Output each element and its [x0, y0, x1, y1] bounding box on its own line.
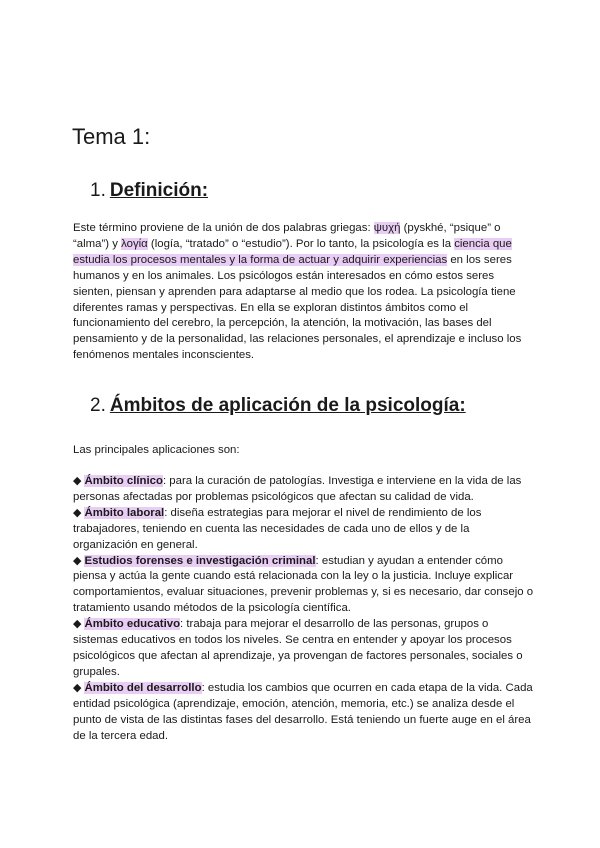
section-heading-definicion	[90, 180, 208, 202]
list-item-clinico	[73, 474, 535, 506]
section-heading-ambitos	[90, 395, 466, 417]
list-item-term: Ámbito del desarrollo	[84, 681, 202, 694]
list-item-term: Ámbito laboral	[84, 506, 165, 519]
section-heading-text: Ámbitos de aplicación de la psicología:	[109, 395, 466, 416]
list-item-text: : trabaja para mejorar el desarrollo de las personas, grupos o sistemas educativos en todos los niveles. Se centra en entender y apoyar los procesos psicológicos que afectan al aprendizaje, ya provengan de factores personales, sociales o grupales.	[73, 618, 523, 678]
diamond-bullet-icon: ◆	[73, 506, 82, 519]
list-item-term: Ámbito clínico	[84, 475, 163, 487]
diamond-bullet-icon: ◆	[73, 475, 82, 487]
list-item-term: Estudios forenses e investigación criminal	[84, 554, 316, 567]
list-item-desarrollo	[73, 681, 535, 745]
section-number: 2.	[90, 395, 106, 416]
list-item-text: : estudian y ayudan a entender cómo piensa y actúa la gente cuando está relacionada con la ley o la justicia. Incluye explicar comportamientos, evaluar situaciones, prevenir problemas y, si es necesario, dar consejo o tratamiento usando métodos de la psicología científica.	[73, 554, 534, 615]
list-item-laboral	[73, 506, 535, 554]
list-item-text: : diseña estrategias para mejorar el nivel de rendimiento de los trabajadores, teniendo en cuenta las necesidades de cada uno de ellos y de la organización en general.	[73, 506, 482, 551]
list-item-forense	[73, 554, 535, 618]
highlight-greek-logia: λογία	[121, 237, 148, 250]
applications-list	[73, 474, 535, 744]
paragraph-text: en los seres humanos y en los animales. Los psicólogos están interesados en cómo estos seres sienten, piensan y aprenden para adaptarse al medio que los rodea. La psicología tiene diferentes ramas y perspectivas. En ella se exploran distintos ámbitos como el funcionamiento del cerebro, la percepción, la atención, la motivación, las bases del pensamiento y de la personalidad, las relaciones personales, el aprendizaje e incluso los fenómenos mentales inconscientes.	[73, 253, 522, 362]
section-heading-text: Definición:	[109, 180, 209, 201]
list-item-educativo	[73, 617, 535, 681]
list-item-text: : para la curación de patologías. Investiga e interviene en la vida de las personas afectadas por problemas psicológicos que afectan su calidad de vida.	[73, 475, 522, 503]
definition-paragraph	[73, 221, 535, 364]
paragraph-text: Este término proviene de la unión de dos palabras griegas:	[73, 222, 374, 234]
diamond-bullet-icon: ◆	[73, 554, 82, 567]
diamond-bullet-icon: ◆	[73, 618, 82, 631]
section-number: 1.	[90, 180, 106, 201]
applications-intro: Las principales aplicaciones son:	[73, 444, 240, 456]
highlight-greek-psyche: ψυχή	[373, 222, 401, 234]
paragraph-text: (pyskhé, “psique” o “alma”) y	[73, 222, 501, 250]
paragraph-text: (logía, “tratado” o “estudio”). Por lo tanto, la psicología es la	[147, 237, 455, 250]
list-item-term: Ámbito educativo	[84, 618, 181, 631]
highlight-definition: ciencia que estudia los procesos mentales y la forma de actuar y adquirir experiencias	[73, 237, 512, 266]
document-title: Tema 1:	[72, 124, 151, 149]
diamond-bullet-icon: ◆	[73, 681, 82, 694]
list-item-text: : estudia los cambios que ocurren en cada etapa de la vida. Cada entidad psicológica (aprendizaje, emoción, atención, memoria, etc.) se analiza desde el punto de vista de las distintas fases del desarrollo. Está teniendo un fuerte auge en el área de la tercera edad.	[73, 681, 533, 742]
